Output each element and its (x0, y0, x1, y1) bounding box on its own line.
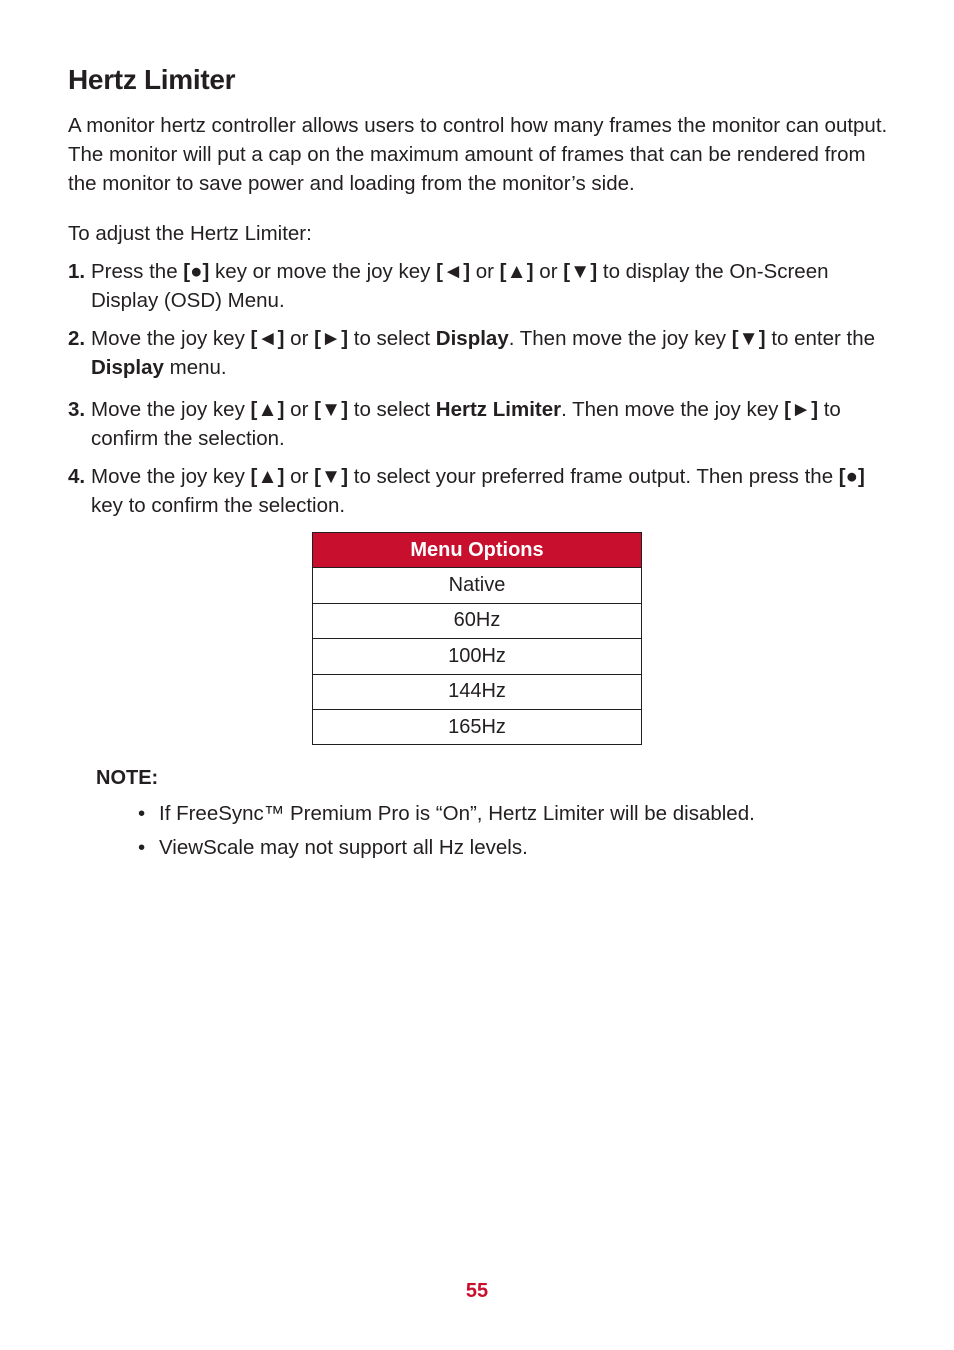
step-key-text: [◄] (436, 260, 471, 283)
step-key-text: [●] (838, 465, 865, 488)
step-key-text: Display (435, 327, 509, 350)
step-key-text: [◄] (250, 327, 285, 350)
step-plain-text: to confirm the selection. (91, 398, 841, 450)
page-number: 55 (465, 1280, 489, 1302)
table-header: Menu Options (313, 533, 642, 568)
table-row (313, 603, 642, 638)
step-plain-text: Move the joy key (91, 327, 251, 350)
step-plain-text: or (470, 260, 500, 283)
step-plain-text: menu. (163, 356, 227, 379)
table-cell: 165Hz (313, 709, 642, 744)
table-row (313, 674, 642, 709)
intro-paragraph: A monitor hertz controller allows users to control how many frames the monitor can output. The monitor will put a cap on the maximum amount of frames that can be rendered from the monitor to save power and loading from the monitor’s side. (68, 114, 888, 195)
step-number: 2. (68, 327, 86, 350)
step-plain-text: to enter the (765, 327, 876, 350)
note-label: NOTE: (96, 767, 159, 789)
step-text (68, 395, 888, 453)
lead-text: To adjust the Hertz Limiter: (68, 222, 312, 245)
step-text (68, 324, 888, 382)
step-2 (68, 324, 888, 382)
step-plain-text: or (284, 398, 315, 421)
step-plain-text: Press the (91, 260, 184, 283)
step-plain-text: key to confirm the selection. (91, 494, 346, 517)
step-3 (68, 395, 888, 453)
table-cell: 60Hz (313, 603, 642, 638)
bullet-icon: • (138, 802, 146, 825)
step-key-text: [●] (183, 260, 210, 283)
table-row (313, 568, 642, 603)
menu-options-table (312, 532, 642, 745)
step-number: 1. (68, 260, 86, 283)
note-item (138, 833, 528, 862)
table-cell: 100Hz (313, 639, 642, 674)
step-plain-text: to select (348, 327, 436, 350)
step-key-text: [▼] (314, 398, 349, 421)
note-item (138, 799, 755, 828)
step-plain-text: key or move the joy key (209, 260, 437, 283)
table-cell: 144Hz (313, 674, 642, 709)
step-plain-text: Move the joy key (91, 465, 251, 488)
page-title: Hertz Limiter (68, 64, 236, 95)
step-key-text: [►] (784, 398, 819, 421)
step-key-text: Hertz Limiter (435, 398, 562, 421)
bullet-icon: • (138, 836, 146, 859)
step-key-text: [►] (314, 327, 349, 350)
step-1 (68, 257, 888, 315)
step-key-text: [▼] (563, 260, 598, 283)
step-plain-text: to select your preferred frame output. Then press the (348, 465, 839, 488)
step-plain-text: or (284, 327, 315, 350)
table-cell: Native (313, 568, 642, 603)
step-plain-text: or (284, 465, 315, 488)
step-plain-text: Move the joy key (91, 398, 251, 421)
step-plain-text: to display the On-Screen Display (OSD) Menu. (91, 260, 829, 312)
step-plain-text: . Then move the joy key (508, 327, 732, 350)
step-text (68, 257, 888, 315)
step-plain-text: or (533, 260, 564, 283)
step-key-text: Display (91, 356, 164, 379)
step-key-text: [▼] (314, 465, 349, 488)
step-text (68, 462, 888, 520)
step-key-text: [▲] (250, 465, 285, 488)
table-row (313, 639, 642, 674)
step-4 (68, 462, 888, 520)
step-key-text: [▲] (250, 398, 285, 421)
step-key-text: [▼] (731, 327, 766, 350)
note-text: ViewScale may not support all Hz levels. (159, 836, 528, 859)
note-text: If FreeSync™ Premium Pro is “On”, Hertz Limiter will be disabled. (159, 802, 755, 825)
step-plain-text: . Then move the joy key (561, 398, 785, 421)
step-number: 4. (68, 465, 86, 488)
step-plain-text: to select (348, 398, 436, 421)
table-row (313, 709, 642, 744)
step-key-text: [▲] (499, 260, 534, 283)
step-number: 3. (68, 398, 86, 421)
